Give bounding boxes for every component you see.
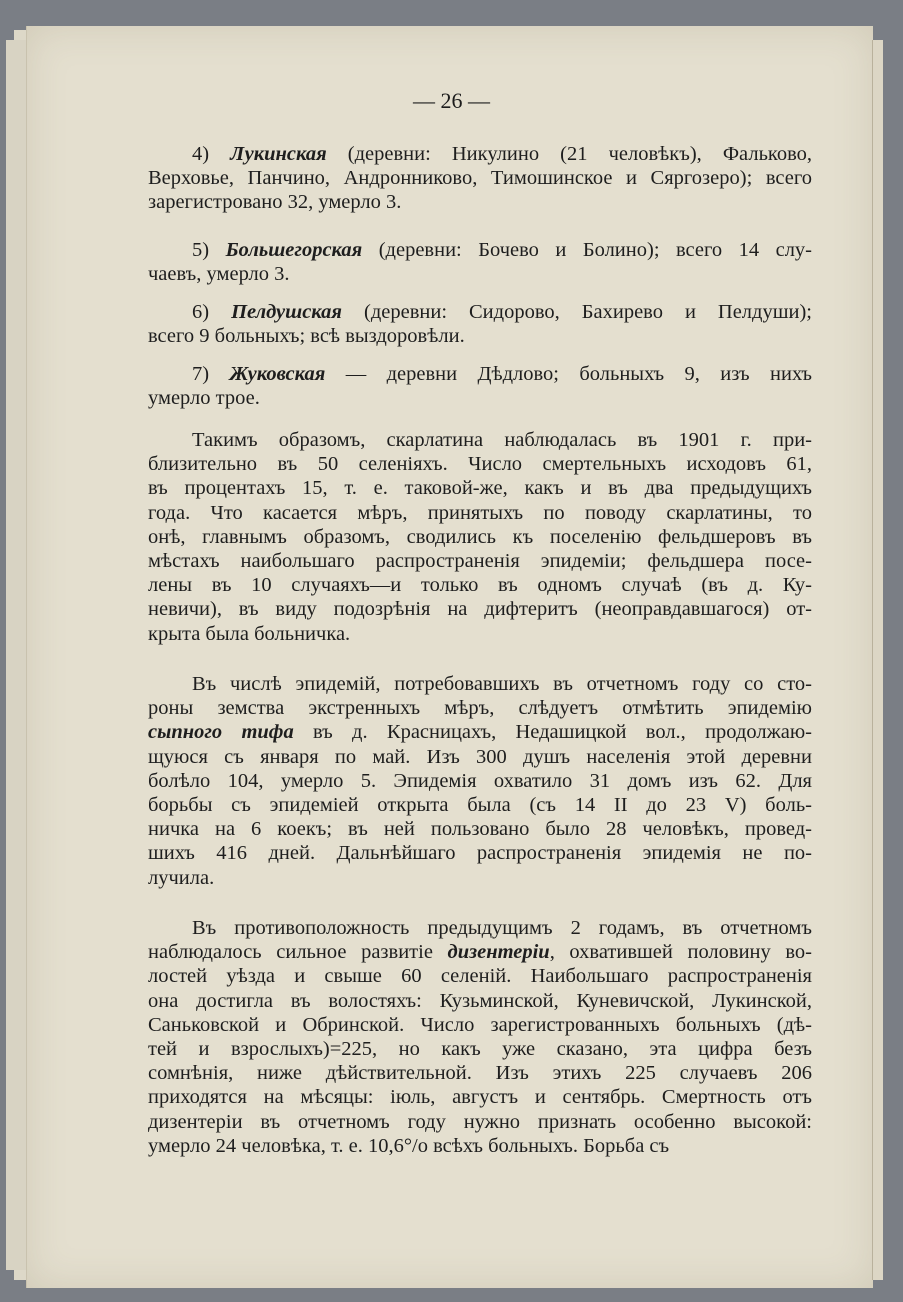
- emphasized-term: сыпного тифа: [148, 721, 294, 744]
- text-line: [148, 386, 812, 410]
- text-line: [148, 166, 812, 190]
- text-run: въ д. Красницахъ, Недашицкой вол., продолжаю-: [293, 721, 812, 744]
- text-line: [148, 696, 812, 720]
- text-run: всего 9 больныхъ; всѣ выздоровѣли.: [148, 325, 465, 348]
- emphasized-term: Пелдушская: [231, 301, 342, 323]
- text-line: [148, 573, 812, 597]
- text-run: Саньковской и Обринской. Число зарегистрованныхъ больныхъ (дѣ-: [148, 1013, 812, 1036]
- text-line: [148, 549, 812, 573]
- text-line: [148, 1110, 812, 1134]
- text-run: мѣстахъ наибольшаго распространенія эпидеміи; фельдшера посе-: [148, 550, 812, 573]
- text-run: зарегистровано 32, умерло 3.: [148, 191, 402, 214]
- text-run: лостей уѣзда и свыше 60 селеній. Наибольшаго распространенія: [148, 965, 812, 988]
- text-run: (деревни: Бочево и Болино); всего 14 слу-: [362, 239, 813, 261]
- text-run: умерло 24 человѣка, т. е. 10,6°/о всѣхъ больныхъ. Борьба съ: [148, 1134, 670, 1157]
- text-line: [148, 989, 812, 1013]
- text-run: борьбы съ эпидеміей открыта была (съ 14 II до 23 V) боль-: [148, 794, 812, 817]
- paragraph-scarlatina-summary: [148, 428, 812, 646]
- paragraph-zhukovskaya: [148, 362, 812, 410]
- text-run: близительно въ 50 селеніяхъ. Число смертельныхъ исходовъ 61,: [148, 453, 812, 476]
- facing-page-edge: [872, 40, 883, 1280]
- text-line: [148, 745, 812, 769]
- text-run: ничка на 6 коекъ; въ ней пользовано было 28 человѣкъ, провед-: [148, 818, 812, 841]
- text-run: онѣ, главнымъ образомъ, сводились къ поселенію фельдшеровъ въ: [148, 525, 812, 548]
- text-line: [148, 190, 812, 214]
- text-line: [148, 525, 812, 549]
- text-run: она достигла въ волостяхъ: Кузьминской, Куневичской, Лукинской,: [148, 989, 812, 1012]
- text-run: 7): [192, 363, 230, 385]
- text-run: Въ числѣ эпидемій, потребовавшихъ въ отчетномъ году со сто-: [192, 673, 812, 695]
- text-line: [148, 501, 812, 525]
- paragraph-peldushskaya: [148, 300, 812, 348]
- text-line: [148, 1085, 812, 1109]
- paragraph-lukinskaya: [148, 142, 812, 215]
- emphasized-term: Лукинская: [230, 143, 327, 165]
- text-run: дизентеріи въ отчетномъ году нужно признать особенно высокой:: [148, 1110, 812, 1133]
- text-line: [148, 428, 812, 452]
- text-line: [148, 841, 812, 865]
- text-run: въ процентахъ 15, т. е. таковой-же, какъ и въ два предыдущихъ: [148, 477, 812, 500]
- page-number: — 26 —: [413, 88, 490, 113]
- text-line: [148, 793, 812, 817]
- text-run: болѣло 104, умерло 5. Эпидемія охватило 31 домъ изъ 62. Для: [148, 769, 812, 792]
- text-run: щуюся съ января по май. Изъ 300 душъ населенія этой деревни: [148, 745, 812, 768]
- text-line: [148, 142, 812, 166]
- text-run: Такимъ образомъ, скарлатина наблюдалась въ 1901 г. при-: [192, 429, 812, 451]
- paragraph-dysentery: [148, 916, 812, 1158]
- text-run: 5): [192, 239, 226, 261]
- text-run: лены въ 10 случаяхъ—и только въ одномъ случаѣ (въ д. Ку-: [148, 574, 812, 597]
- text-line: [148, 597, 812, 621]
- text-run: умерло трое.: [148, 387, 260, 410]
- text-line: [148, 476, 812, 500]
- paragraph-bolshegorskaya: [148, 238, 812, 286]
- text-line: [148, 300, 812, 324]
- text-line: [148, 324, 812, 348]
- text-run: — деревни Дѣдлово; больныхъ 9, изъ нихъ: [325, 363, 813, 385]
- text-run: , охватившей половину во-: [549, 941, 812, 964]
- text-run: тей и взрослыхъ)=225, но какъ уже сказано, эта цифра безъ: [148, 1038, 812, 1061]
- text-run: лучила.: [148, 866, 215, 889]
- text-run: 6): [192, 301, 232, 323]
- text-line: [148, 720, 812, 744]
- text-line: [148, 362, 812, 386]
- text-run: Верховье, Панчино, Андронниково, Тимошинское и Сяргозеро); всего: [148, 167, 812, 190]
- text-line: [148, 672, 812, 696]
- emphasized-term: дизентеріи: [447, 941, 550, 964]
- text-line: [148, 238, 812, 262]
- text-line: [148, 622, 812, 646]
- text-line: [148, 964, 812, 988]
- text-line: [148, 1013, 812, 1037]
- text-line: [148, 940, 812, 964]
- text-line: [148, 1061, 812, 1085]
- text-run: невичи), въ виду подозрѣнія на дифтеритъ (неоправдавшагося) от-: [148, 598, 812, 621]
- emphasized-term: Жуковская: [229, 363, 326, 385]
- text-line: [148, 769, 812, 793]
- paragraph-typhus-epidemic: [148, 672, 812, 890]
- text-run: шихъ 416 дней. Дальнѣйшаго распространенія эпидемія не по-: [148, 842, 812, 865]
- text-run: роны земства экстренныхъ мѣръ, слѣдуетъ отмѣтить эпидемію: [148, 697, 812, 720]
- text-run: (деревни: Сидорово, Бахирево и Пелдуши);: [342, 301, 812, 323]
- text-run: (деревни: Никулино (21 человѣкъ), Фальково,: [326, 143, 813, 165]
- text-line: [148, 866, 812, 890]
- text-run: Въ противоположность предыдущимъ 2 годамъ, въ отчетномъ: [192, 917, 812, 939]
- text-run: чаевъ, умерло 3.: [148, 263, 290, 286]
- text-line: [148, 916, 812, 940]
- text-line: [148, 262, 812, 286]
- text-run: сомнѣнія, ниже дѣйствительной. Изъ этихъ 225 случаевъ 206: [148, 1062, 812, 1085]
- text-run: 4): [192, 143, 231, 165]
- emphasized-term: Большегорская: [225, 239, 363, 261]
- text-run: года. Что касается мѣръ, принятыхъ по поводу скарлатины, то: [148, 501, 812, 524]
- text-line: [148, 1134, 812, 1158]
- text-line: [148, 1037, 812, 1061]
- text-line: [148, 452, 812, 476]
- text-run: приходятся на мѣсяцы: іюль, августъ и сентябрь. Смертность отъ: [148, 1086, 812, 1109]
- text-run: крыта была больничка.: [148, 622, 351, 645]
- text-line: [148, 817, 812, 841]
- text-run: наблюдалось сильное развитіе: [148, 941, 448, 964]
